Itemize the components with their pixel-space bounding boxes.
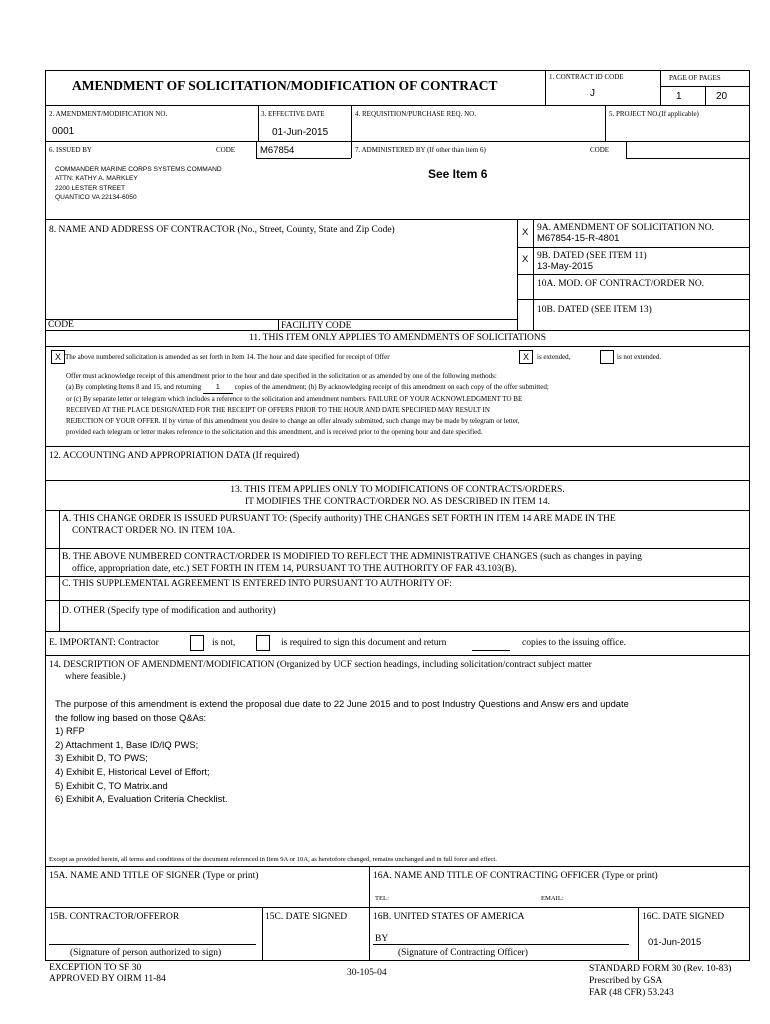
label-16b: 16B. UNITED STATES OF AMERICA xyxy=(373,912,525,922)
administered-code-label: CODE xyxy=(590,146,610,154)
value-9a: M67854-15-R-4801 xyxy=(537,233,620,244)
border-bottom xyxy=(45,960,750,961)
item13-c: C. THIS SUPPLEMENTAL AGREEMENT IS ENTERED INTO PURSUANT TO AUTHORITY OF: xyxy=(62,579,452,589)
accounting-label: 12. ACCOUNTING AND APPROPRIATION DATA (If required) xyxy=(49,451,300,461)
not-extended-checkbox[interactable] xyxy=(600,350,614,364)
item14-body: The purpose of this amendment is extend the proposal due date to 22 June 2015 and to post Industry Questions and Answ ers and update the follow ing based on those Q&As: 1) RFP 2) Attachment 1, Base ID/IQ PWS; 3) Exhibit D, TO PWS; 4) Exhibit E, Historical Level of Effort; 5) Exhibit C, TO Matrix.and 6) Exhibit A, Evaluation Criteria Checklist. xyxy=(55,698,629,805)
is-required-text: is required to sign this document and return xyxy=(281,638,447,648)
label-10a: 10A. MOD. OF CONTRACT/ORDER NO. xyxy=(537,279,705,289)
issued-code-label: CODE xyxy=(216,146,236,154)
contractor-label: 8. NAME AND ADDRESS OF CONTRACTOR (No., Street, County, State and Zip Code) xyxy=(49,225,395,235)
label-9b: 9B. DATED (SEE ITEM 11) xyxy=(537,251,647,261)
page-of-pages-label: PAGE OF PAGES xyxy=(669,74,721,82)
is-required-checkbox[interactable] xyxy=(256,635,270,651)
item13-d: D. OTHER (Specify type of modification and authority) xyxy=(62,606,276,616)
copies-blank xyxy=(472,650,510,651)
form-title: AMENDMENT OF SOLICITATION/MODIFICATION OF CONTRACT xyxy=(72,78,498,93)
mark-9b: X xyxy=(522,254,529,265)
requisition-label: 4. REQUISITION/PURCHASE REQ. NO. xyxy=(355,110,476,118)
code-label: CODE xyxy=(48,320,74,330)
tel-label: TEL: xyxy=(375,895,389,902)
page-current: 1 xyxy=(676,91,682,102)
is-not-text: is not, xyxy=(212,638,236,648)
copies-text: copies to the issuing office. xyxy=(522,638,627,648)
effective-date-label: 3. EFFECTIVE DATE xyxy=(261,110,325,118)
extended-checkbox[interactable]: X xyxy=(519,350,533,364)
date-16c: 01-Jun-2015 xyxy=(648,937,702,948)
issuer-address: COMMANDER MARINE CORPS SYSTEMS COMMAND ATTN: KATHY A. MARKLEY 2200 LESTER STREET QUANTICO VA 22134-6050 xyxy=(55,166,222,202)
label-9a: 9A. AMENDMENT OF SOLICITATION NO. xyxy=(537,223,714,233)
important-label: E. IMPORTANT: Contractor xyxy=(49,638,159,648)
page-total: 20 xyxy=(716,91,728,102)
is-not-checkbox[interactable] xyxy=(190,635,204,651)
administered-by-label: 7. ADMINISTERED BY (If other than item 6) xyxy=(355,146,486,154)
footer-left: EXCEPTION TO SF 30 APPROVED BY OIRM 11-84 xyxy=(49,963,166,984)
border-right xyxy=(749,70,750,960)
contractor-signature-line xyxy=(49,944,256,945)
issued-by-label: 6. ISSUED BY xyxy=(49,146,92,154)
contract-id-label: 1. CONTRACT ID CODE xyxy=(549,73,624,81)
amended-checkbox[interactable]: X xyxy=(51,350,65,364)
mark-9a: X xyxy=(522,227,529,238)
label-16a: 16A. NAME AND TITLE OF CONTRACTING OFFICER (Type or print) xyxy=(373,871,658,881)
email-label: EMAIL: xyxy=(541,895,564,902)
value-9b: 13-May-2015 xyxy=(537,261,593,272)
contract-id-value: J xyxy=(590,88,595,99)
issued-code-value: M67854 xyxy=(260,145,295,156)
label-15b: 15B. CONTRACTOR/OFFEROR xyxy=(49,912,180,922)
see-item-text: See Item 6 xyxy=(428,167,488,181)
officer-signature-line xyxy=(373,944,629,945)
label-15c: 15C. DATE SIGNED xyxy=(265,912,348,922)
facility-code-label: FACILITY CODE xyxy=(281,321,352,331)
amended-text: The above numbered solicitation is amended as set forth in Item 14. The hour and date specified for receipt of Offer xyxy=(65,353,390,361)
extended-text: is extended, xyxy=(537,353,571,361)
project-label: 5. PROJECT NO.(If applicable) xyxy=(609,110,699,118)
item11-header: 11. THIS ITEM ONLY APPLIES TO AMENDMENTS OF SOLICITATIONS xyxy=(248,333,547,343)
effective-date-value: 01-Jun-2015 xyxy=(272,127,329,138)
item11-paragraph: Offer must acknowledge receipt of this amendment prior to the hour and date specified in the solicitation or as amended by one of the following methods: (a) By completing Items 8 and 15, and returning 1 copies of the amendment; (b) By acknowledging receipt of this amendment on each copy of the offer submitted; or (c) By separate letter or telegram which includes a reference to the solicitation and amendment numbers. FAILURE OF YOUR ACKNOWLEDGMENT TO BE RECEIVED AT THE PLACE DESIGNATED FOR THE RECEIPT OF OFFERS PRIOR TO THE HOUR AND DATE SPECIFIED MAY RESULT IN REJECTION OF YOUR OFFER. If by virtue of this amendment you desire to change an offer already submitted, such change may be made by telegram or letter, provided each telegram or letter makes reference to the solicitation and this amendment, and is received prior to the opening hour and date specified. xyxy=(66,372,549,436)
sig-officer-text: (Signature of Contracting Officer) xyxy=(398,948,528,958)
item14-label: 14. DESCRIPTION OF AMENDMENT/MODIFICATION (Organized by UCF section headings, including solicitation/contract subject matter where feasible.) xyxy=(49,660,592,682)
footer-number: 30-105-04 xyxy=(347,968,387,978)
copies-value: 1 xyxy=(203,382,233,394)
label-15a: 15A. NAME AND TITLE OF SIGNER (Type or print) xyxy=(49,871,259,881)
item13-b: B. THE ABOVE NUMBERED CONTRACT/ORDER IS MODIFIED TO REFLECT THE ADMINISTRATIVE CHANGES (such as changes in paying office, appropriation date, etc.) SET FORTH IN ITEM 14, PURSUANT TO THE AUTHORITY OF FAR 43.103(B). xyxy=(62,552,642,574)
item13-a: A. THIS CHANGE ORDER IS ISSUED PURSUANT TO: (Specify authority) THE CHANGES SET FORTH IN ITEM 14 ARE MADE IN THE CONTRACT ORDER NO. IN ITEM 10A. xyxy=(62,514,616,536)
except-text: Except as provided herein, all terms and conditions of the document referenced in Item 9A or 10A, as heretofore changed, remains unchanged and in full force and effect. xyxy=(49,856,497,863)
not-extended-text: is not extended. xyxy=(617,353,662,361)
sig-person-text: (Signature of person authorized to sign) xyxy=(70,948,222,958)
label-10b: 10B. DATED (SEE ITEM 13) xyxy=(537,305,652,315)
amendment-label: 2. AMENDMENT/MODIFICATION NO. xyxy=(49,110,168,118)
by-label: BY xyxy=(375,934,389,944)
amendment-value: 0001 xyxy=(52,126,75,137)
item13-header: 13. THIS ITEM APPLIES ONLY TO MODIFICATIONS OF CONTRACTS/ORDERS. IT MODIFIES THE CONTRACT/ORDER NO. AS DESCRIBED IN ITEM 14. xyxy=(230,485,565,507)
footer-right: STANDARD FORM 30 (Rev. 10-83) Prescribed by GSA FAR (48 CFR) 53.243 xyxy=(589,964,732,998)
border-left xyxy=(45,70,46,960)
border-top xyxy=(45,70,750,71)
label-16c: 16C. DATE SIGNED xyxy=(642,912,725,922)
